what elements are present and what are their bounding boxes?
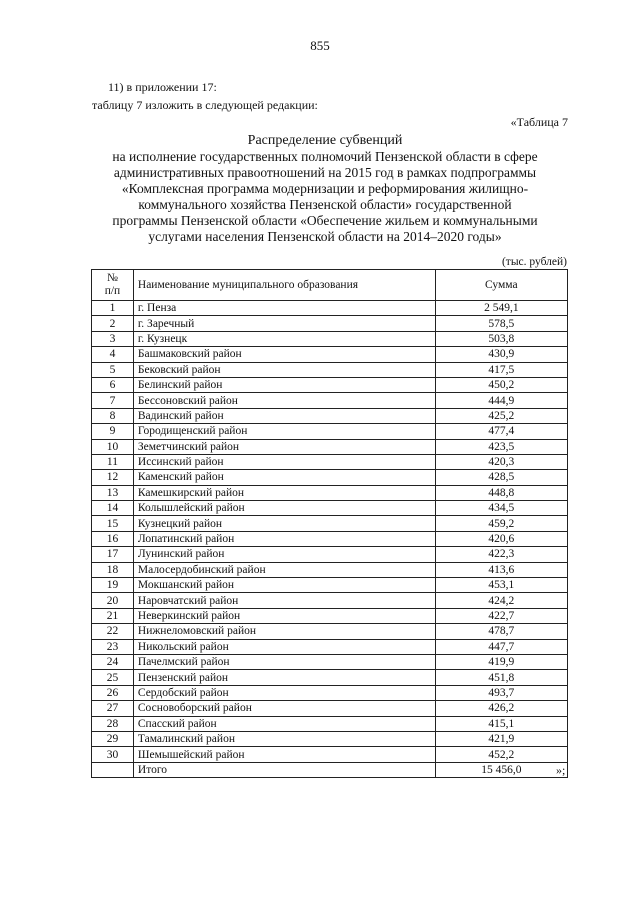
row-number: 25 (92, 670, 134, 685)
table-header-row (92, 270, 568, 301)
row-number: 22 (92, 624, 134, 639)
row-number: 27 (92, 701, 134, 716)
row-sum: 444,9 (435, 393, 567, 408)
row-number: 18 (92, 562, 134, 577)
table-row (92, 347, 568, 362)
row-name: Сосновоборский район (133, 701, 435, 716)
row-sum: 2 549,1 (435, 301, 567, 316)
row-number: 3 (92, 331, 134, 346)
row-name: Неверкинский район (133, 608, 435, 623)
row-number: 1 (92, 301, 134, 316)
row-number: 17 (92, 547, 134, 562)
page-number: 855 (310, 38, 330, 53)
row-sum: 422,3 (435, 547, 567, 562)
header-sum: Сумма (435, 270, 567, 301)
table-row (92, 516, 568, 531)
table-row (92, 747, 568, 762)
total-row (92, 762, 568, 777)
row-name: Сердобский район (133, 685, 435, 700)
row-name: г. Пенза (133, 301, 435, 316)
header-number-abbr: п/п (104, 285, 121, 297)
row-number: 11 (92, 454, 134, 469)
row-sum: 422,7 (435, 608, 567, 623)
row-sum: 493,7 (435, 685, 567, 700)
row-name: Наровчатский район (133, 593, 435, 608)
row-name: Лопатинский район (133, 531, 435, 546)
table-row (92, 377, 568, 392)
table-row (92, 670, 568, 685)
table-row (92, 301, 568, 316)
row-name: Каменский район (133, 470, 435, 485)
total-sum: 15 456,0 (435, 762, 567, 777)
title-line: программы Пензенской области «Обеспечение жильем и коммунальными (112, 213, 538, 228)
row-number: 6 (92, 377, 134, 392)
table-row (92, 531, 568, 546)
row-sum: 417,5 (435, 362, 567, 377)
table-row (92, 501, 568, 516)
row-name: Городищенский район (133, 424, 435, 439)
table-row (92, 593, 568, 608)
row-name: Шемышейский район (133, 747, 435, 762)
row-name: Колышлейский район (133, 501, 435, 516)
row-number: 20 (92, 593, 134, 608)
table-row (92, 654, 568, 669)
row-sum: 478,7 (435, 624, 567, 639)
title-line: «Комплексная программа модернизации и реформирования жилищно- (121, 181, 529, 196)
row-name: Пензенский район (133, 670, 435, 685)
table-row (92, 470, 568, 485)
row-sum: 420,3 (435, 454, 567, 469)
title-line: на исполнение государственных полномочий Пензенской области в сфере (112, 149, 538, 164)
row-sum: 424,2 (435, 593, 567, 608)
table-title (75, 133, 575, 245)
row-name: Белинский район (133, 377, 435, 392)
row-sum: 477,4 (435, 424, 567, 439)
table-row (92, 608, 568, 623)
amendment-item: 11) в приложении 17: (108, 80, 217, 94)
row-sum: 452,2 (435, 747, 567, 762)
row-number: 4 (92, 347, 134, 362)
table-row (92, 578, 568, 593)
title-heading: Распределение субвенций (247, 133, 403, 148)
table-label: «Таблица 7 (510, 115, 568, 129)
row-sum: 503,8 (435, 331, 567, 346)
amendment-instruction: таблицу 7 изложить в следующей редакции: (92, 98, 318, 112)
row-name: Земетчинский район (133, 439, 435, 454)
row-number: 26 (92, 685, 134, 700)
row-number: 9 (92, 424, 134, 439)
row-number: 13 (92, 485, 134, 500)
row-number: 28 (92, 716, 134, 731)
row-number: 24 (92, 654, 134, 669)
row-sum: 434,5 (435, 501, 567, 516)
table-row (92, 716, 568, 731)
row-sum: 450,2 (435, 377, 567, 392)
table-row (92, 639, 568, 654)
row-name: Лунинский район (133, 547, 435, 562)
row-name: Тамалинский район (133, 731, 435, 746)
row-sum: 428,5 (435, 470, 567, 485)
table-row (92, 393, 568, 408)
title-line: услугами населения Пензенской области на 2014–2020 годы» (148, 229, 502, 244)
closing-quote: »; (556, 763, 566, 777)
row-sum: 425,2 (435, 408, 567, 423)
title-line: административных правоотношений на 2015 год в рамках подпрограммы (113, 165, 537, 180)
row-number: 15 (92, 516, 134, 531)
row-name: Кузнецкий район (133, 516, 435, 531)
row-number: 10 (92, 439, 134, 454)
row-name: Нижнеломовский район (133, 624, 435, 639)
row-sum: 578,5 (435, 316, 567, 331)
row-name: Пачелмский район (133, 654, 435, 669)
row-sum: 423,5 (435, 439, 567, 454)
row-number: 14 (92, 501, 134, 516)
row-sum: 413,6 (435, 562, 567, 577)
row-name: Бессоновский район (133, 393, 435, 408)
row-number: 2 (92, 316, 134, 331)
row-sum: 453,1 (435, 578, 567, 593)
row-number: 16 (92, 531, 134, 546)
row-number: 8 (92, 408, 134, 423)
row-number: 29 (92, 731, 134, 746)
row-sum: 459,2 (435, 516, 567, 531)
row-name: Малосердобинский район (133, 562, 435, 577)
row-name: Башмаковский район (133, 347, 435, 362)
row-sum: 447,7 (435, 639, 567, 654)
table-row (92, 731, 568, 746)
row-sum: 419,9 (435, 654, 567, 669)
row-name: Бековский район (133, 362, 435, 377)
row-number: 30 (92, 747, 134, 762)
row-number: 12 (92, 470, 134, 485)
row-number: 23 (92, 639, 134, 654)
row-sum: 415,1 (435, 716, 567, 731)
row-sum: 421,9 (435, 731, 567, 746)
subvention-table (91, 269, 568, 778)
table-row (92, 439, 568, 454)
table-row (92, 485, 568, 500)
row-name: Иссинский район (133, 454, 435, 469)
row-name: Спасский район (133, 716, 435, 731)
table-row (92, 701, 568, 716)
total-number-cell (92, 762, 134, 777)
table-row (92, 547, 568, 562)
total-label: Итого (133, 762, 435, 777)
table-row (92, 424, 568, 439)
row-number: 19 (92, 578, 134, 593)
row-number: 21 (92, 608, 134, 623)
table-row (92, 685, 568, 700)
row-name: Мокшанский район (133, 578, 435, 593)
row-number: 5 (92, 362, 134, 377)
row-name: г. Заречный (133, 316, 435, 331)
row-name: Никольский район (133, 639, 435, 654)
table-row (92, 454, 568, 469)
row-sum: 426,2 (435, 701, 567, 716)
units-note: (тыс. рублей) (501, 256, 567, 268)
table-row (92, 562, 568, 577)
row-sum: 420,6 (435, 531, 567, 546)
header-name: Наименование муниципального образования (133, 270, 435, 301)
title-line: коммунального хозяйства Пензенской области» государственной (138, 197, 512, 212)
row-number: 7 (92, 393, 134, 408)
row-sum: 448,8 (435, 485, 567, 500)
header-number-symbol: № (106, 272, 118, 284)
table-row (92, 316, 568, 331)
row-sum: 451,8 (435, 670, 567, 685)
row-name: Камешкирский район (133, 485, 435, 500)
table-row (92, 408, 568, 423)
row-name: Вадинский район (133, 408, 435, 423)
row-sum: 430,9 (435, 347, 567, 362)
table-row (92, 331, 568, 346)
row-name: г. Кузнецк (133, 331, 435, 346)
header-number (92, 270, 134, 301)
table-row (92, 624, 568, 639)
table-row (92, 362, 568, 377)
